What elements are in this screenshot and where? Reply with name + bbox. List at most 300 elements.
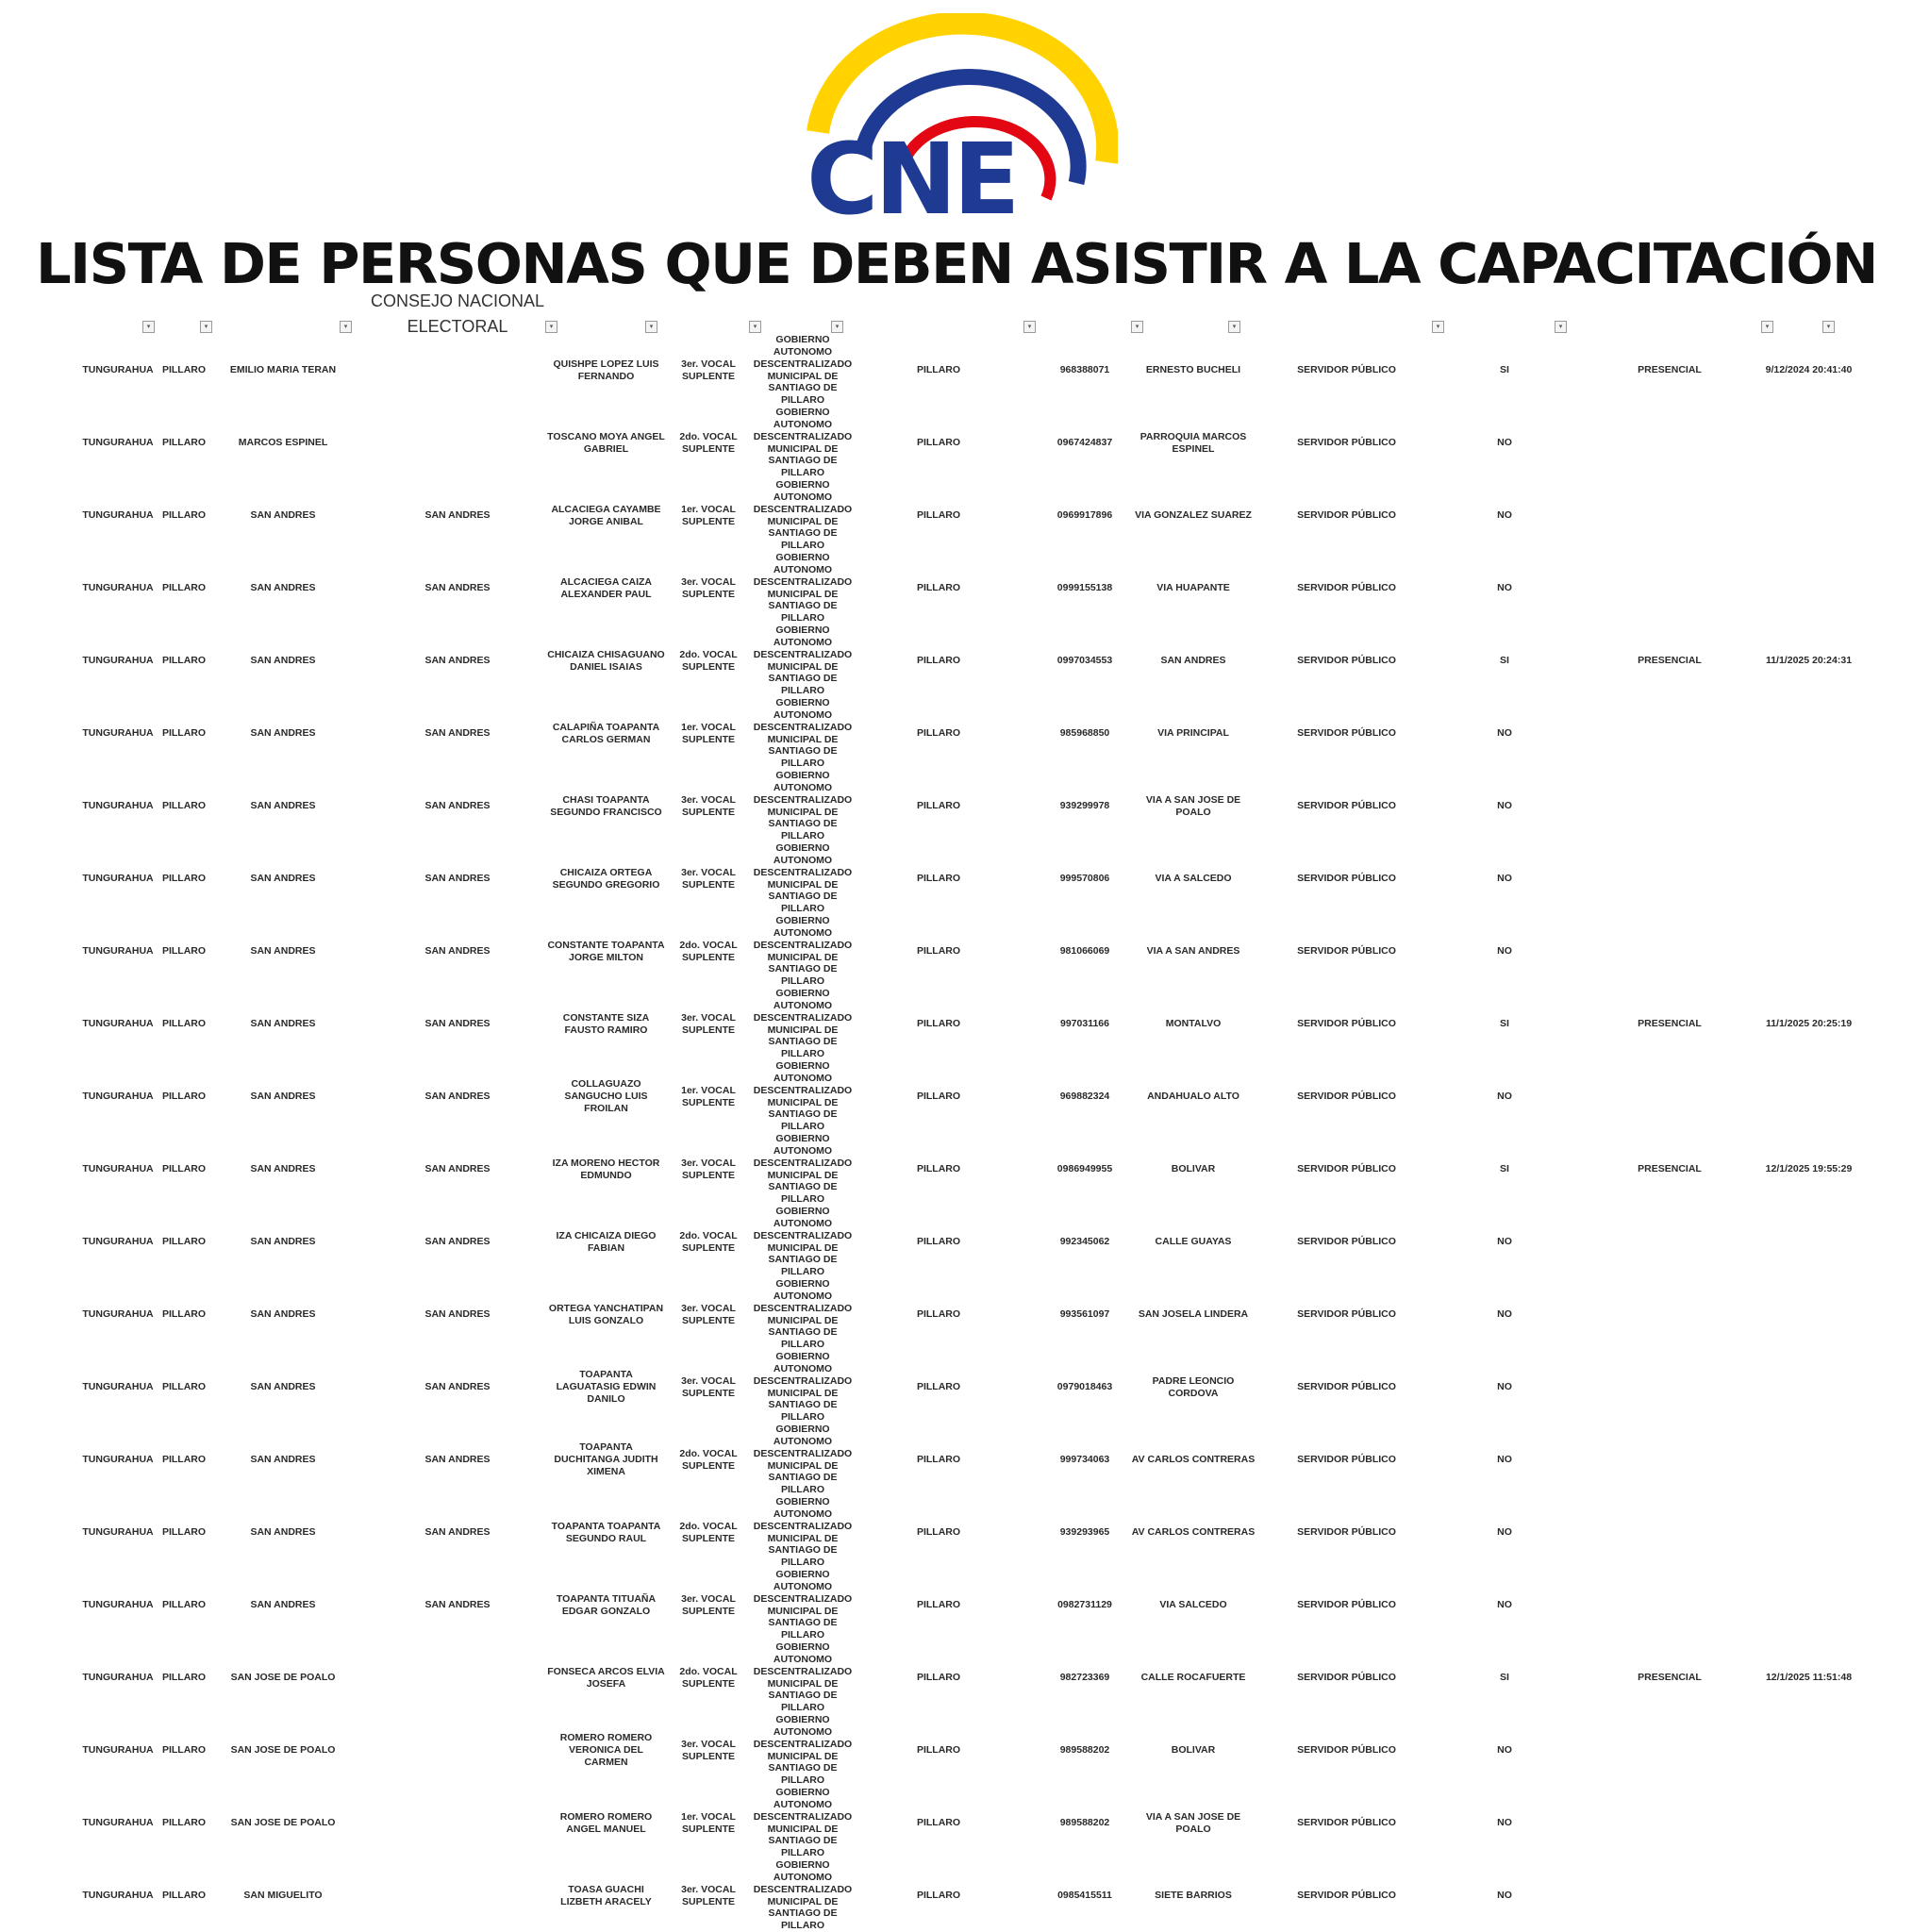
condition-cell: SERVIDOR PÚBLICO xyxy=(1297,1308,1396,1321)
role-cell: 2do. VOCAL SUPLENTE xyxy=(679,1447,738,1472)
role-cell: 2do. VOCAL SUPLENTE xyxy=(679,648,738,673)
attendance-cell: SI xyxy=(1500,1163,1509,1175)
institution-canton-cell: PILLARO xyxy=(916,364,961,376)
cne-logo xyxy=(807,13,1118,219)
canton-cell: PILLARO xyxy=(161,1163,207,1175)
institution-canton-cell: PILLARO xyxy=(916,1890,961,1902)
parish-cell: SAN ANDRES xyxy=(250,1526,316,1539)
canton-cell: PILLARO xyxy=(161,1599,207,1611)
attendance-cell: SI xyxy=(1500,364,1509,376)
condition-cell: SERVIDOR PÚBLICO xyxy=(1297,873,1396,885)
site-cell: SAN ANDRES xyxy=(424,1599,491,1611)
modality-cell xyxy=(1608,407,1731,479)
condition-cell: SERVIDOR PÚBLICO xyxy=(1297,727,1396,740)
parish-cell: SAN ANDRES xyxy=(250,945,316,958)
address-cell: PADRE LEONCIO CORDOVA xyxy=(1152,1374,1235,1399)
phone-cell: 982723369 xyxy=(1059,1672,1110,1684)
role-cell: 2do. VOCAL SUPLENTE xyxy=(679,1520,738,1544)
timestamp-cell: 11/1/2025 20:25:19 xyxy=(1765,1018,1853,1030)
role-cell: 3er. VOCAL SUPLENTE xyxy=(681,1157,736,1181)
condition-cell: SERVIDOR PÚBLICO xyxy=(1297,582,1396,594)
person-name-cell: TOASA GUACHI LIZBETH ARACELY xyxy=(560,1883,652,1907)
attendance-cell: NO xyxy=(1497,1308,1512,1321)
role-cell: 3er. VOCAL SUPLENTE xyxy=(681,575,736,600)
attendance-cell: NO xyxy=(1497,1454,1512,1466)
filter-active-icon[interactable]: ▾ xyxy=(831,321,843,333)
canton-cell: PILLARO xyxy=(161,1091,207,1103)
condition-cell: SERVIDOR PÚBLICO xyxy=(1297,1744,1396,1757)
institution-cell: GOBIERNO AUTONOMO DESCENTRALIZADO MUNICIPAL DE SANTIAGO DE PILLARO xyxy=(753,1060,853,1133)
site-cell xyxy=(396,334,519,407)
site-cell xyxy=(396,1641,519,1714)
canton-cell: PILLARO xyxy=(161,1672,207,1684)
phone-cell: 939293965 xyxy=(1059,1526,1110,1539)
address-cell: VIA A SAN ANDRES xyxy=(1146,945,1240,958)
person-name-cell: ROMERO ROMERO VERONICA DEL CARMEN xyxy=(559,1732,653,1768)
province-cell: TUNGURAHUA xyxy=(82,1308,154,1321)
filter-dropdown-icon[interactable]: ▾ xyxy=(1761,321,1773,333)
logo-text: CNE xyxy=(807,122,1017,219)
modality-cell xyxy=(1608,915,1731,988)
table-row xyxy=(0,1351,1913,1424)
condition-cell: SERVIDOR PÚBLICO xyxy=(1297,1672,1396,1684)
person-name-cell: CONSTANTE TOAPANTA JORGE MILTON xyxy=(547,939,665,963)
filter-dropdown-icon[interactable]: ▾ xyxy=(545,321,557,333)
table-row xyxy=(0,552,1913,625)
canton-cell: PILLARO xyxy=(161,437,207,449)
site-cell: SAN ANDRES xyxy=(424,1091,491,1103)
institution-canton-cell: PILLARO xyxy=(916,1381,961,1393)
institution-canton-cell: PILLARO xyxy=(916,873,961,885)
role-cell: 3er. VOCAL SUPLENTE xyxy=(681,1011,736,1036)
parish-cell: SAN ANDRES xyxy=(250,1381,316,1393)
institution-canton-cell: PILLARO xyxy=(916,1308,961,1321)
condition-cell: SERVIDOR PÚBLICO xyxy=(1297,1381,1396,1393)
timestamp-cell: 12/1/2025 11:51:48 xyxy=(1765,1672,1853,1684)
province-cell: TUNGURAHUA xyxy=(82,1817,154,1829)
province-cell: TUNGURAHUA xyxy=(82,437,154,449)
role-cell: 1er. VOCAL SUPLENTE xyxy=(681,1810,736,1835)
site-cell: SAN ANDRES xyxy=(424,800,491,812)
role-cell: 1er. VOCAL SUPLENTE xyxy=(681,721,736,745)
table-row xyxy=(0,915,1913,988)
parish-cell: SAN ANDRES xyxy=(250,1018,316,1030)
modality-cell xyxy=(1608,842,1731,915)
filter-dropdown-icon[interactable]: ▾ xyxy=(1555,321,1567,333)
condition-cell: SERVIDOR PÚBLICO xyxy=(1297,1236,1396,1248)
address-cell: SIETE BARRIOS xyxy=(1155,1890,1232,1902)
parish-cell: EMILIO MARIA TERAN xyxy=(229,364,337,376)
modality-cell: PRESENCIAL xyxy=(1638,1163,1702,1175)
phone-cell: 0979018463 xyxy=(1056,1381,1113,1393)
address-cell: VIA A SAN JOSE DE POALO xyxy=(1145,1810,1241,1835)
person-name-cell: COLLAGUAZO SANGUCHO LUIS FROILAN xyxy=(564,1078,648,1114)
institution-canton-cell: PILLARO xyxy=(916,1744,961,1757)
phone-cell: 999734063 xyxy=(1059,1454,1110,1466)
parish-cell: SAN MIGUELITO xyxy=(243,1890,323,1902)
person-name-cell: TOSCANO MOYA ANGEL GABRIEL xyxy=(547,430,665,455)
timestamp-cell xyxy=(1764,407,1854,479)
filter-dropdown-icon[interactable]: ▾ xyxy=(1822,321,1835,333)
site-cell: SAN ANDRES xyxy=(424,1236,491,1248)
address-cell: VIA HUAPANTE xyxy=(1156,582,1230,594)
modality-cell xyxy=(1608,552,1731,625)
address-cell: SAN JOSELA LINDERA xyxy=(1138,1308,1249,1321)
address-cell: BOLIVAR xyxy=(1171,1163,1216,1175)
province-cell: TUNGURAHUA xyxy=(82,727,154,740)
table-row xyxy=(0,1569,1913,1641)
timestamp-cell xyxy=(1764,1569,1854,1641)
timestamp-cell xyxy=(1764,1206,1854,1278)
site-cell: SAN ANDRES xyxy=(424,1163,491,1175)
province-cell: TUNGURAHUA xyxy=(82,582,154,594)
role-cell: 3er. VOCAL SUPLENTE xyxy=(681,1302,736,1326)
parish-cell: SAN JOSE DE POALO xyxy=(230,1744,336,1757)
table-row xyxy=(0,988,1913,1060)
province-cell: TUNGURAHUA xyxy=(82,1599,154,1611)
filter-dropdown-icon[interactable]: ▾ xyxy=(200,321,212,333)
timestamp-cell xyxy=(1764,697,1854,770)
attendance-cell: NO xyxy=(1497,800,1512,812)
condition-cell: SERVIDOR PÚBLICO xyxy=(1297,364,1396,376)
institution-cell: GOBIERNO AUTONOMO DESCENTRALIZADO MUNICIPAL DE SANTIAGO DE PILLARO xyxy=(753,915,853,988)
canton-cell: PILLARO xyxy=(161,509,207,522)
modality-cell xyxy=(1608,1060,1731,1133)
institution-cell: GOBIERNO AUTONOMO DESCENTRALIZADO MUNICIPAL DE SANTIAGO DE PILLARO xyxy=(753,1496,853,1569)
parish-cell: SAN ANDRES xyxy=(250,509,316,522)
phone-cell: 0967424837 xyxy=(1056,437,1113,449)
province-cell: TUNGURAHUA xyxy=(82,1091,154,1103)
canton-cell: PILLARO xyxy=(161,1817,207,1829)
site-cell: SAN ANDRES xyxy=(424,727,491,740)
institution-canton-cell: PILLARO xyxy=(916,1817,961,1829)
filter-dropdown-icon[interactable]: ▾ xyxy=(1131,321,1143,333)
site-cell: SAN ANDRES xyxy=(424,945,491,958)
province-cell: TUNGURAHUA xyxy=(82,364,154,376)
timestamp-cell: 9/12/2024 20:41:40 xyxy=(1765,364,1853,376)
phone-cell: 997031166 xyxy=(1060,1018,1109,1030)
organization-name-line-2: ELECTORAL xyxy=(407,317,508,336)
filter-dropdown-icon[interactable]: ▾ xyxy=(142,321,155,333)
province-cell: TUNGURAHUA xyxy=(82,1163,154,1175)
address-cell: VIA A SALCEDO xyxy=(1155,873,1232,885)
modality-cell: PRESENCIAL xyxy=(1638,1672,1702,1684)
table-row xyxy=(0,1133,1913,1206)
person-name-cell: TOAPANTA TOAPANTA SEGUNDO RAUL xyxy=(551,1520,661,1544)
address-cell: ANDAHUALO ALTO xyxy=(1147,1091,1239,1103)
filter-dropdown-icon[interactable]: ▾ xyxy=(749,321,761,333)
site-cell xyxy=(396,407,519,479)
canton-cell: PILLARO xyxy=(161,1308,207,1321)
site-cell: SAN ANDRES xyxy=(424,873,491,885)
organization-name-line-1: CONSEJO NACIONAL xyxy=(370,291,545,310)
institution-canton-cell: PILLARO xyxy=(916,1091,961,1103)
person-name-cell: CHICAIZA CHISAGUANO DANIEL ISAIAS xyxy=(547,648,665,673)
province-cell: TUNGURAHUA xyxy=(82,655,154,667)
institution-cell: GOBIERNO AUTONOMO DESCENTRALIZADO MUNICIPAL DE SANTIAGO DE PILLARO xyxy=(753,479,853,552)
phone-cell: 0982731129 xyxy=(1057,1599,1112,1611)
person-name-cell: ALCACIEGA CAYAMBE JORGE ANIBAL xyxy=(551,503,661,527)
province-cell: TUNGURAHUA xyxy=(82,1236,154,1248)
institution-cell: GOBIERNO AUTONOMO DESCENTRALIZADO MUNICIPAL DE SANTIAGO DE PILLARO xyxy=(753,1569,853,1641)
attendance-cell: NO xyxy=(1497,1744,1512,1757)
institution-cell: GOBIERNO AUTONOMO DESCENTRALIZADO MUNICIPAL DE SANTIAGO DE PILLARO xyxy=(753,697,853,770)
table-row xyxy=(0,1206,1913,1278)
parish-cell: SAN ANDRES xyxy=(250,655,316,667)
role-cell: 1er. VOCAL SUPLENTE xyxy=(681,503,736,527)
table-row xyxy=(0,1278,1913,1351)
attendance-cell: NO xyxy=(1497,437,1512,449)
province-cell: TUNGURAHUA xyxy=(82,1526,154,1539)
canton-cell: PILLARO xyxy=(161,1236,207,1248)
role-cell: 3er. VOCAL SUPLENTE xyxy=(681,793,736,818)
parish-cell: SAN ANDRES xyxy=(250,1454,316,1466)
condition-cell: SERVIDOR PÚBLICO xyxy=(1297,1817,1396,1829)
role-cell: 3er. VOCAL SUPLENTE xyxy=(681,866,736,891)
canton-cell: PILLARO xyxy=(161,800,207,812)
person-name-cell: IZA CHICAIZA DIEGO FABIAN xyxy=(556,1229,657,1254)
timestamp-cell xyxy=(1764,842,1854,915)
site-cell: SAN ANDRES xyxy=(424,1454,491,1466)
page-title: LISTA DE PERSONAS QUE DEBEN ASISTIR A LA CAPACITACIÓN xyxy=(36,231,1877,296)
table-row xyxy=(0,770,1913,842)
role-cell: 3er. VOCAL SUPLENTE xyxy=(681,1883,736,1907)
organization-name xyxy=(358,289,557,340)
site-cell xyxy=(396,1859,519,1932)
address-cell: VIA PRINCIPAL xyxy=(1157,727,1229,740)
timestamp-cell xyxy=(1764,770,1854,842)
condition-cell: SERVIDOR PÚBLICO xyxy=(1297,1454,1396,1466)
condition-cell: SERVIDOR PÚBLICO xyxy=(1297,800,1396,812)
province-cell: TUNGURAHUA xyxy=(82,1018,154,1030)
canton-cell: PILLARO xyxy=(161,1744,207,1757)
address-cell: VIA GONZALEZ SUAREZ xyxy=(1135,509,1252,522)
site-cell: SAN ANDRES xyxy=(424,655,491,667)
site-cell: SAN ANDRES xyxy=(424,1018,491,1030)
table-row xyxy=(0,479,1913,552)
timestamp-cell xyxy=(1764,1714,1854,1787)
role-cell: 1er. VOCAL SUPLENTE xyxy=(681,1084,736,1108)
condition-cell: SERVIDOR PÚBLICO xyxy=(1297,1163,1396,1175)
canton-cell: PILLARO xyxy=(161,945,207,958)
address-cell: SAN ANDRES xyxy=(1160,655,1226,667)
parish-cell: SAN ANDRES xyxy=(250,1599,316,1611)
condition-cell: SERVIDOR PÚBLICO xyxy=(1297,1091,1396,1103)
address-cell: BOLIVAR xyxy=(1171,1744,1216,1757)
condition-cell: SERVIDOR PÚBLICO xyxy=(1297,1890,1396,1902)
person-name-cell: IZA MORENO HECTOR EDMUNDO xyxy=(552,1157,660,1181)
province-cell: TUNGURAHUA xyxy=(82,800,154,812)
institution-canton-cell: PILLARO xyxy=(916,800,961,812)
parish-cell: MARCOS ESPINEL xyxy=(238,437,328,449)
phone-cell: 981066069 xyxy=(1059,945,1110,958)
timestamp-cell xyxy=(1764,1351,1854,1424)
phone-cell: 969882324 xyxy=(1059,1091,1110,1103)
phone-cell: 989588202 xyxy=(1059,1817,1110,1829)
institution-cell: GOBIERNO AUTONOMO DESCENTRALIZADO MUNICIPAL DE SANTIAGO DE PILLARO xyxy=(753,1641,853,1714)
person-name-cell: CHASI TOAPANTA SEGUNDO FRANCISCO xyxy=(550,793,662,818)
province-cell: TUNGURAHUA xyxy=(82,1381,154,1393)
parish-cell: SAN ANDRES xyxy=(250,582,316,594)
address-cell: AV CARLOS CONTRERAS xyxy=(1131,1526,1256,1539)
province-cell: TUNGURAHUA xyxy=(82,1890,154,1902)
canton-cell: PILLARO xyxy=(161,1018,207,1030)
table-row xyxy=(0,1714,1913,1787)
person-name-cell: TOAPANTA LAGUATASIG EDWIN DANILO xyxy=(556,1369,657,1405)
parish-cell: SAN ANDRES xyxy=(250,727,316,740)
timestamp-cell xyxy=(1764,1496,1854,1569)
institution-cell: GOBIERNO AUTONOMO DESCENTRALIZADO MUNICIPAL DE SANTIAGO DE PILLARO xyxy=(753,842,853,915)
province-cell: TUNGURAHUA xyxy=(82,1454,154,1466)
canton-cell: PILLARO xyxy=(161,582,207,594)
address-cell: MONTALVO xyxy=(1165,1018,1222,1030)
modality-cell: PRESENCIAL xyxy=(1638,364,1702,376)
canton-cell: PILLARO xyxy=(161,1526,207,1539)
attendance-cell: NO xyxy=(1497,509,1512,522)
province-cell: TUNGURAHUA xyxy=(82,873,154,885)
modality-cell: PRESENCIAL xyxy=(1638,1018,1702,1030)
modality-cell xyxy=(1608,1424,1731,1496)
institution-canton-cell: PILLARO xyxy=(916,1454,961,1466)
person-name-cell: CHICAIZA ORTEGA SEGUNDO GREGORIO xyxy=(552,866,660,891)
institution-cell: GOBIERNO AUTONOMO DESCENTRALIZADO MUNICIPAL DE SANTIAGO DE PILLARO xyxy=(753,1424,853,1496)
institution-canton-cell: PILLARO xyxy=(916,1672,961,1684)
modality-cell xyxy=(1608,1351,1731,1424)
condition-cell: SERVIDOR PÚBLICO xyxy=(1297,945,1396,958)
table-row xyxy=(0,1496,1913,1569)
attendance-cell: NO xyxy=(1497,873,1512,885)
timestamp-cell xyxy=(1764,1278,1854,1351)
address-cell: CALLE ROCAFUERTE xyxy=(1140,1672,1246,1684)
filter-dropdown-icon[interactable]: ▾ xyxy=(1228,321,1240,333)
condition-cell: SERVIDOR PÚBLICO xyxy=(1297,1526,1396,1539)
condition-cell: SERVIDOR PÚBLICO xyxy=(1297,1018,1396,1030)
institution-canton-cell: PILLARO xyxy=(916,1599,961,1611)
canton-cell: PILLARO xyxy=(161,364,207,376)
timestamp-cell xyxy=(1764,1424,1854,1496)
filter-dropdown-icon[interactable]: ▾ xyxy=(645,321,657,333)
institution-cell: GOBIERNO AUTONOMO DESCENTRALIZADO MUNICIPAL DE SANTIAGO DE PILLARO xyxy=(753,334,853,407)
institution-cell: GOBIERNO AUTONOMO DESCENTRALIZADO MUNICIPAL DE SANTIAGO DE PILLARO xyxy=(753,1351,853,1424)
canton-cell: PILLARO xyxy=(161,1381,207,1393)
institution-canton-cell: PILLARO xyxy=(916,437,961,449)
phone-cell: 985968850 xyxy=(1059,727,1110,740)
condition-cell: SERVIDOR PÚBLICO xyxy=(1297,509,1396,522)
province-cell: TUNGURAHUA xyxy=(82,945,154,958)
attendance-cell: NO xyxy=(1497,1526,1512,1539)
parish-cell: SAN ANDRES xyxy=(250,1308,316,1321)
phone-cell: 993561097 xyxy=(1059,1308,1110,1321)
phone-cell: 0969917896 xyxy=(1056,509,1113,522)
filter-dropdown-icon[interactable]: ▾ xyxy=(1023,321,1036,333)
institution-canton-cell: PILLARO xyxy=(916,1018,961,1030)
institution-cell: GOBIERNO AUTONOMO DESCENTRALIZADO MUNICIPAL DE SANTIAGO DE PILLARO xyxy=(753,1133,853,1206)
parish-cell: SAN ANDRES xyxy=(250,873,316,885)
role-cell: 2do. VOCAL SUPLENTE xyxy=(679,430,738,455)
address-cell: PARROQUIA MARCOS ESPINEL xyxy=(1139,430,1247,455)
province-cell: TUNGURAHUA xyxy=(82,509,154,522)
address-cell: VIA A SAN JOSE DE POALO xyxy=(1145,793,1241,818)
table-row xyxy=(0,334,1913,407)
role-cell: 2do. VOCAL SUPLENTE xyxy=(679,1229,738,1254)
modality-cell xyxy=(1608,1569,1731,1641)
province-cell: TUNGURAHUA xyxy=(82,1672,154,1684)
person-name-cell: ALCACIEGA CAIZA ALEXANDER PAUL xyxy=(559,575,653,600)
modality-cell xyxy=(1608,1278,1731,1351)
role-cell: 3er. VOCAL SUPLENTE xyxy=(681,1738,736,1762)
attendance-cell: NO xyxy=(1497,1890,1512,1902)
institution-canton-cell: PILLARO xyxy=(916,582,961,594)
table-row xyxy=(0,1060,1913,1133)
attendance-cell: NO xyxy=(1497,1381,1512,1393)
attendance-cell: SI xyxy=(1500,655,1509,667)
institution-canton-cell: PILLARO xyxy=(916,1163,961,1175)
attendance-cell: NO xyxy=(1497,1599,1512,1611)
table-row xyxy=(0,1424,1913,1496)
parish-cell: SAN ANDRES xyxy=(250,1163,316,1175)
table-row xyxy=(0,625,1913,697)
person-name-cell: TOAPANTA DUCHITANGA JUDITH XIMENA xyxy=(554,1441,658,1477)
condition-cell: SERVIDOR PÚBLICO xyxy=(1297,1599,1396,1611)
institution-cell: GOBIERNO AUTONOMO DESCENTRALIZADO MUNICIPAL DE SANTIAGO DE PILLARO xyxy=(753,552,853,625)
modality-cell xyxy=(1608,697,1731,770)
institution-cell: GOBIERNO AUTONOMO DESCENTRALIZADO MUNICIPAL DE SANTIAGO DE PILLARO xyxy=(753,625,853,697)
phone-cell: 0997034553 xyxy=(1056,655,1113,667)
phone-cell: 0986949955 xyxy=(1056,1163,1113,1175)
phone-cell: 989588202 xyxy=(1059,1744,1110,1757)
modality-cell xyxy=(1608,1496,1731,1569)
province-cell: TUNGURAHUA xyxy=(82,1744,154,1757)
institution-canton-cell: PILLARO xyxy=(916,509,961,522)
condition-cell: SERVIDOR PÚBLICO xyxy=(1297,437,1396,449)
parish-cell: SAN ANDRES xyxy=(250,1091,316,1103)
attendance-cell: NO xyxy=(1497,1236,1512,1248)
institution-cell: GOBIERNO AUTONOMO DESCENTRALIZADO MUNICIPAL DE SANTIAGO DE PILLARO xyxy=(753,988,853,1060)
parish-cell: SAN JOSE DE POALO xyxy=(230,1817,336,1829)
institution-canton-cell: PILLARO xyxy=(916,945,961,958)
person-name-cell: CONSTANTE SIZA FAUSTO RAMIRO xyxy=(562,1011,650,1036)
table-row xyxy=(0,697,1913,770)
attendance-cell: NO xyxy=(1497,582,1512,594)
timestamp-cell xyxy=(1764,1859,1854,1932)
site-cell: SAN ANDRES xyxy=(424,1526,491,1539)
table-row xyxy=(0,1641,1913,1714)
institution-canton-cell: PILLARO xyxy=(916,727,961,740)
filter-dropdown-icon[interactable]: ▾ xyxy=(1432,321,1444,333)
address-cell: ERNESTO BUCHELI xyxy=(1145,364,1241,376)
institution-cell: GOBIERNO AUTONOMO DESCENTRALIZADO MUNICIPAL DE SANTIAGO DE PILLARO xyxy=(753,1206,853,1278)
institution-canton-cell: PILLARO xyxy=(916,1526,961,1539)
phone-cell: 992345062 xyxy=(1059,1236,1110,1248)
timestamp-cell xyxy=(1764,1787,1854,1859)
address-cell: VIA SALCEDO xyxy=(1159,1599,1227,1611)
phone-cell: 0999155138 xyxy=(1056,582,1113,594)
phone-cell: 0985415511 xyxy=(1057,1890,1112,1902)
role-cell: 3er. VOCAL SUPLENTE xyxy=(681,1374,736,1399)
institution-cell: GOBIERNO AUTONOMO DESCENTRALIZADO MUNICIPAL DE SANTIAGO DE PILLARO xyxy=(753,770,853,842)
attendance-cell: NO xyxy=(1497,1091,1512,1103)
attendance-cell: NO xyxy=(1497,945,1512,958)
timestamp-cell xyxy=(1764,479,1854,552)
timestamp-cell xyxy=(1764,915,1854,988)
institution-cell: GOBIERNO AUTONOMO DESCENTRALIZADO MUNICIPAL DE SANTIAGO DE PILLARO xyxy=(753,407,853,479)
modality-cell xyxy=(1608,1787,1731,1859)
canton-cell: PILLARO xyxy=(161,1454,207,1466)
attendance-cell: SI xyxy=(1500,1672,1509,1684)
filter-dropdown-icon[interactable]: ▾ xyxy=(340,321,352,333)
person-name-cell: CALAPIÑA TOAPANTA CARLOS GERMAN xyxy=(552,721,660,745)
institution-canton-cell: PILLARO xyxy=(916,1236,961,1248)
